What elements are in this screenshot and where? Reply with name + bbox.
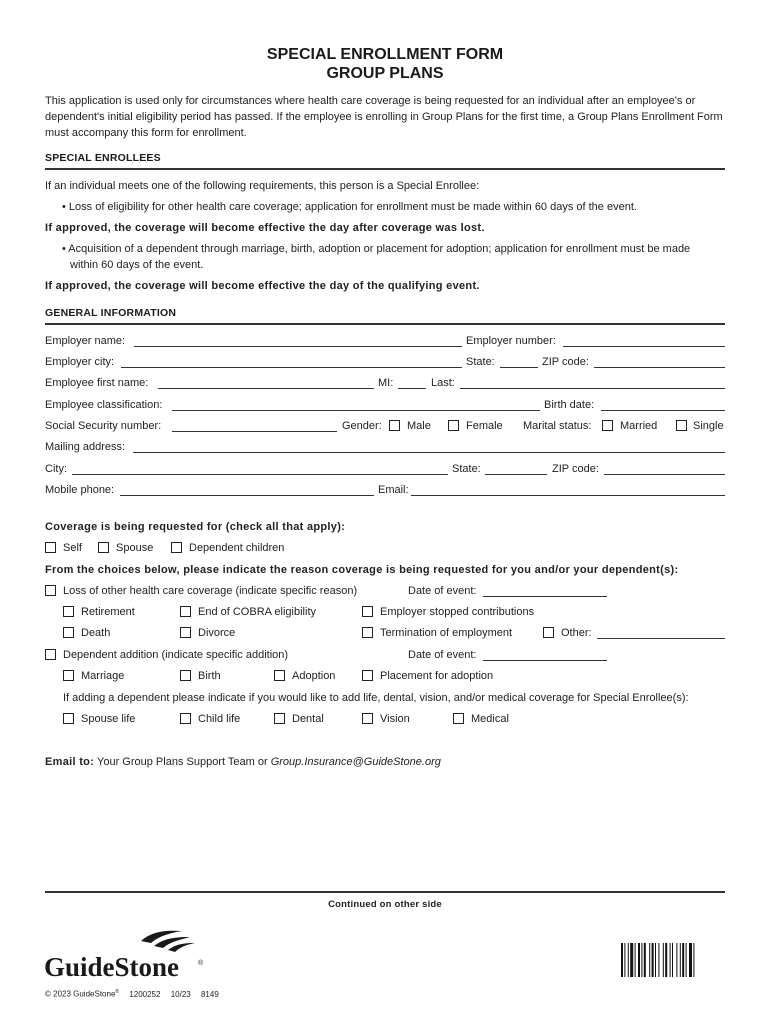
employer-name-label: Employer name: bbox=[45, 335, 126, 347]
employer-city-field[interactable] bbox=[121, 367, 462, 368]
birth-date-field[interactable] bbox=[601, 410, 725, 411]
other-reason-checkbox[interactable] bbox=[543, 627, 554, 638]
mobile-phone-field[interactable] bbox=[120, 495, 374, 496]
coverage-self-label: Self bbox=[63, 542, 82, 554]
termination-checkbox[interactable] bbox=[362, 627, 373, 638]
special-enrollee-lead: If an individual meets one of the following requirements, this person is a Special Enrollee: bbox=[45, 180, 480, 192]
loss-coverage-checkbox[interactable] bbox=[45, 585, 56, 596]
marital-status-label: Marital status: bbox=[523, 420, 592, 432]
spouse-life-label: Spouse life bbox=[81, 713, 136, 725]
general-information-heading: GENERAL INFORMATION bbox=[45, 307, 725, 325]
divorce-label: Divorce bbox=[198, 627, 236, 639]
zip-field[interactable] bbox=[604, 474, 725, 475]
email-to-address[interactable]: Group.Insurance@GuideStone.org bbox=[270, 756, 441, 768]
email-to-label: Email to: bbox=[45, 756, 95, 768]
dependent-addition-checkbox[interactable] bbox=[45, 649, 56, 660]
ssn-field[interactable] bbox=[172, 431, 337, 432]
form-date: 10/23 bbox=[170, 989, 191, 999]
form-title: SPECIAL ENROLLMENT FORM bbox=[266, 46, 504, 63]
footer-rule bbox=[45, 891, 725, 893]
medical-checkbox[interactable] bbox=[453, 713, 464, 724]
gender-female-label: Female bbox=[466, 420, 503, 432]
marital-married-label: Married bbox=[620, 420, 658, 432]
footer-info: © 2023 GuideStone® 1200252 10/23 8149 bbox=[45, 989, 219, 999]
medical-label: Medical bbox=[471, 713, 509, 725]
employer-city-label: Employer city: bbox=[45, 356, 115, 368]
coverage-self-checkbox[interactable] bbox=[45, 542, 56, 553]
employer-zip-field[interactable] bbox=[594, 367, 725, 368]
employer-state-field[interactable] bbox=[500, 367, 538, 368]
mailing-address-label: Mailing address: bbox=[45, 441, 126, 453]
marriage-label: Marriage bbox=[81, 670, 125, 682]
birth-label: Birth bbox=[198, 670, 221, 682]
reason-heading: From the choices below, please indicate the reason coverage is being requested for you and/or your dependent(s): bbox=[45, 564, 679, 576]
gender-male-label: Male bbox=[407, 420, 431, 432]
email-label: Email: bbox=[378, 484, 409, 496]
marital-married-checkbox[interactable] bbox=[602, 420, 613, 431]
last-name-field[interactable] bbox=[460, 388, 725, 389]
coverage-spouse-label: Spouse bbox=[116, 542, 154, 554]
classification-label: Employee classification: bbox=[45, 399, 163, 411]
loss-date-label: Date of event: bbox=[408, 585, 477, 597]
email-field[interactable] bbox=[411, 495, 725, 496]
placement-checkbox[interactable] bbox=[362, 670, 373, 681]
dental-label: Dental bbox=[292, 713, 324, 725]
vision-label: Vision bbox=[380, 713, 410, 725]
other-reason-label: Other: bbox=[561, 627, 592, 639]
adoption-label: Adoption bbox=[292, 670, 336, 682]
employer-name-field[interactable] bbox=[134, 346, 462, 347]
registered-mark-icon: ® bbox=[198, 960, 204, 967]
dental-checkbox[interactable] bbox=[274, 713, 285, 724]
form-subtitle: GROUP PLANS bbox=[326, 65, 444, 82]
mi-label: MI: bbox=[378, 377, 394, 389]
employer-zip-label: ZIP code: bbox=[542, 356, 589, 368]
employer-number-field[interactable] bbox=[563, 346, 725, 347]
email-to-team: Your Group Plans Support Team or bbox=[97, 756, 268, 768]
form-number: 1200252 bbox=[129, 989, 161, 999]
divorce-checkbox[interactable] bbox=[180, 627, 191, 638]
first-name-field[interactable] bbox=[158, 388, 374, 389]
mi-field[interactable] bbox=[398, 388, 426, 389]
other-reason-field[interactable] bbox=[597, 638, 725, 639]
ssn-label: Social Security number: bbox=[45, 420, 162, 432]
gender-label: Gender: bbox=[342, 420, 382, 432]
last-name-label: Last: bbox=[431, 377, 455, 389]
child-life-label: Child life bbox=[198, 713, 241, 725]
loss-date-field[interactable] bbox=[483, 596, 607, 597]
mailing-address-field[interactable] bbox=[133, 452, 725, 453]
city-field[interactable] bbox=[72, 474, 448, 475]
first-name-label: Employee first name: bbox=[45, 377, 149, 389]
employer-state-label: State: bbox=[466, 356, 495, 368]
employer-number-label: Employer number: bbox=[466, 335, 556, 347]
state-label: State: bbox=[452, 463, 481, 475]
guidestone-logo: GuideStone bbox=[44, 952, 180, 982]
continued-note: Continued on other side bbox=[328, 899, 442, 910]
barcode-icon bbox=[621, 943, 725, 977]
state-field[interactable] bbox=[485, 474, 547, 475]
zip-label: ZIP code: bbox=[552, 463, 599, 475]
guidestone-mark-icon bbox=[138, 928, 198, 954]
special-enrollees-heading: SPECIAL ENROLLEES bbox=[45, 152, 725, 170]
addition-date-label: Date of event: bbox=[408, 649, 477, 661]
special-bullet-acquisition-cont: within 60 days of the event. bbox=[70, 259, 204, 271]
birth-date-label: Birth date: bbox=[544, 399, 595, 411]
classification-field[interactable] bbox=[172, 410, 540, 411]
child-life-checkbox[interactable] bbox=[180, 713, 191, 724]
email-to-line bbox=[45, 756, 441, 769]
coverage-heading: Coverage is being requested for (check all that apply): bbox=[45, 521, 346, 533]
loss-coverage-label: Loss of other health care coverage (indicate specific reason) bbox=[63, 585, 358, 597]
vision-checkbox[interactable] bbox=[362, 713, 373, 724]
mobile-phone-label: Mobile phone: bbox=[45, 484, 115, 496]
coverage-dependents-label: Dependent children bbox=[189, 542, 285, 554]
coverage-dependents-checkbox[interactable] bbox=[171, 542, 182, 553]
employer-stopped-checkbox[interactable] bbox=[362, 606, 373, 617]
dependent-addition-label: Dependent addition (indicate specific addition) bbox=[63, 649, 289, 661]
special-bullet-loss: • Loss of eligibility for other health care coverage; application for enrollment must be made within 60 days of the event. bbox=[62, 201, 637, 213]
employer-stopped-label: Employer stopped contributions bbox=[380, 606, 535, 618]
adding-dependent-note: If adding a dependent please indicate if you would like to add life, dental, vision, and/or medical coverage for Special Enrollee(s): bbox=[63, 692, 689, 704]
marriage-checkbox[interactable] bbox=[63, 670, 74, 681]
special-bullet-acquisition: • Acquisition of a dependent through marriage, birth, adoption or placement for adoption; application for enrollment must be made bbox=[62, 243, 691, 255]
coverage-spouse-checkbox[interactable] bbox=[98, 542, 109, 553]
cobra-label: End of COBRA eligibility bbox=[198, 606, 316, 618]
intro-text: This application is used only for circumstances where health care coverage is being requested for an individual after an employee's or dependent's initial eligibility period has passed. If the employee is enrolling in Group Plans for the first time, a Group Plans Enrollment Form must accompany this form for enrollment. bbox=[45, 95, 723, 139]
death-checkbox[interactable] bbox=[63, 627, 74, 638]
form-code: 8149 bbox=[200, 989, 219, 999]
retirement-label: Retirement bbox=[81, 606, 135, 618]
special-note-acquisition: If approved, the coverage will become effective the day of the qualifying event. bbox=[45, 280, 480, 292]
cobra-checkbox[interactable] bbox=[180, 606, 191, 617]
addition-date-field[interactable] bbox=[483, 660, 607, 661]
copyright: © 2023 GuideStone bbox=[45, 989, 116, 999]
termination-label: Termination of employment bbox=[380, 627, 513, 639]
adoption-checkbox[interactable] bbox=[274, 670, 285, 681]
retirement-checkbox[interactable] bbox=[63, 606, 74, 617]
marital-single-checkbox[interactable] bbox=[676, 420, 687, 431]
spouse-life-checkbox[interactable] bbox=[63, 713, 74, 724]
gender-female-checkbox[interactable] bbox=[448, 420, 459, 431]
death-label: Death bbox=[81, 627, 111, 639]
special-note-loss: If approved, the coverage will become effective the day after coverage was lost. bbox=[45, 222, 485, 234]
placement-label: Placement for adoption bbox=[380, 670, 494, 682]
marital-single-label: Single bbox=[693, 420, 724, 432]
birth-checkbox[interactable] bbox=[180, 670, 191, 681]
gender-male-checkbox[interactable] bbox=[389, 420, 400, 431]
city-label: City: bbox=[45, 463, 67, 475]
